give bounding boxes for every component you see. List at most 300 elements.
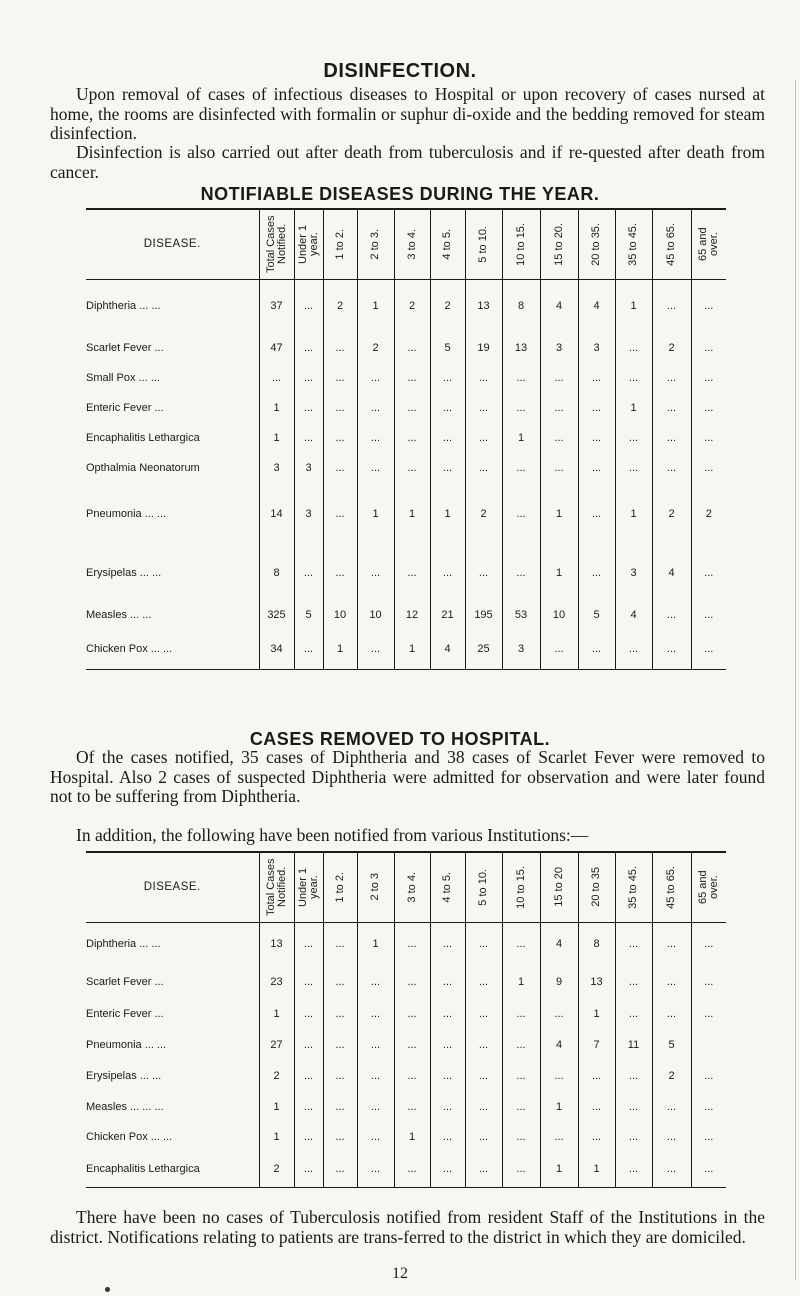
disease-name: Diphtheria ... ... — [86, 300, 161, 313]
table-row — [86, 333, 726, 363]
table-cell: 11 — [615, 1029, 652, 1060]
table-cell: 10 — [540, 600, 578, 630]
table-row — [86, 1029, 726, 1060]
table-cell: ... — [465, 393, 502, 423]
page-edge — [795, 80, 796, 1280]
table-cell: ... — [615, 423, 652, 453]
table-cell: ... — [502, 453, 540, 483]
table-cell: 1 — [540, 483, 578, 545]
table-cell: 1 — [578, 998, 615, 1029]
table-cell: ... — [323, 998, 357, 1029]
table-cell: ... — [465, 998, 502, 1029]
table-cell: 34 — [259, 630, 294, 669]
header-45-to-65: 45 to 65. — [652, 209, 691, 279]
table-cell: ... — [691, 1091, 726, 1122]
table-cell: ... — [502, 1122, 540, 1152]
table-cell: ... — [294, 922, 323, 966]
disease-name: Encaphalitis Lethargica — [86, 1152, 259, 1187]
table-cell: ... — [691, 1060, 726, 1091]
table-cell: ... — [502, 922, 540, 966]
header-20-to-35: 20 to 35. — [578, 209, 615, 279]
table-cell: 1 — [357, 279, 394, 333]
table-cell: ... — [394, 998, 430, 1029]
table-cell: ... — [465, 363, 502, 393]
table-cell: 1 — [259, 1091, 294, 1122]
header-total: Total Cases Notified. — [259, 852, 294, 922]
table-cell: 195 — [465, 600, 502, 630]
table-cell: 14 — [259, 483, 294, 545]
table-cell: 1 — [615, 279, 652, 333]
table-cell: ... — [357, 1122, 394, 1152]
header-1-to-2: 1 to 2. — [323, 209, 357, 279]
table-cell: ... — [357, 453, 394, 483]
table-cell: 13 — [465, 279, 502, 333]
table-cell: ... — [615, 453, 652, 483]
header-10-to-15: 10 to 15. — [502, 209, 540, 279]
header-total: Total Cases Notified. — [259, 209, 294, 279]
table-cell: ... — [652, 279, 691, 333]
table-cell: ... — [430, 1152, 465, 1187]
page-number: 12 — [392, 1265, 408, 1282]
table-cell: ... — [578, 453, 615, 483]
paragraph-disinfection-1: Upon removal of cases of infectious diseases to Hospital or upon recovery of cases nursed at home, the rooms are disinfected with formalin or suphur di-oxide and the bedding removed for steam disinfection. — [50, 84, 765, 143]
table-cell: ... — [430, 393, 465, 423]
table-cell: ... — [294, 393, 323, 423]
table-cell: ... — [294, 966, 323, 998]
table-cell: ... — [394, 333, 430, 363]
table-cell: 2 — [259, 1152, 294, 1187]
table-cell: 1 — [394, 630, 430, 669]
table-cell: ... — [259, 363, 294, 393]
table-cell: 27 — [259, 1029, 294, 1060]
table-cell: 1 — [394, 483, 430, 545]
table-cell: ... — [294, 1060, 323, 1091]
table-cell: ... — [323, 483, 357, 545]
table-cell: ... — [540, 998, 578, 1029]
header-3-to-4: 3 to 4. — [394, 209, 430, 279]
table-row — [86, 1152, 726, 1187]
table-cell: 5 — [294, 600, 323, 630]
table-row — [86, 279, 726, 333]
table-cell: ... — [294, 1029, 323, 1060]
table-cell: 5 — [578, 600, 615, 630]
table-row — [86, 1060, 726, 1091]
table-cell: ... — [430, 423, 465, 453]
table-cell: ... — [465, 1152, 502, 1187]
header-4-to-5: 4 to 5. — [430, 852, 465, 922]
table-cell: ... — [357, 363, 394, 393]
table-cell: 5 — [430, 333, 465, 363]
table-cell: ... — [502, 1152, 540, 1187]
table-cell: ... — [357, 393, 394, 423]
table-cell: ... — [691, 545, 726, 600]
table-cell: ... — [578, 423, 615, 453]
paragraph-removed-1: Of the cases notified, 35 cases of Diphtheria and 38 cases of Scarlet Fever were removed to Hospital. Also 2 cases of suspected Diphtheria were admitted for observation and were later found not to be suffering from Diphtheria. — [50, 747, 765, 806]
disease-name: Measles ... ... — [86, 609, 152, 621]
header-5-to-10: 5 to 10. — [465, 852, 502, 922]
table-cell: ... — [615, 1060, 652, 1091]
table-cell: ... — [394, 966, 430, 998]
table-cell: 1 — [502, 423, 540, 453]
table-cell: ... — [294, 1122, 323, 1152]
table-row — [86, 393, 726, 423]
table-cell: ... — [465, 1122, 502, 1152]
table-cell: 4 — [540, 1029, 578, 1060]
table-cell: ... — [294, 545, 323, 600]
table-cell: 1 — [540, 1152, 578, 1187]
disease-name: Scarlet Fever ... — [86, 976, 164, 988]
table-cell: ... — [357, 545, 394, 600]
table-cell: ... — [578, 630, 615, 669]
header-45-to-65: 45 to 65. — [652, 852, 691, 922]
table-cell: ... — [540, 1060, 578, 1091]
table-cell: ... — [691, 922, 726, 966]
table-cell: 3 — [294, 453, 323, 483]
table-cell: ... — [430, 1122, 465, 1152]
table-cell: 1 — [502, 966, 540, 998]
header-35-to-45: 35 to 45. — [615, 209, 652, 279]
table-cell: ... — [294, 1091, 323, 1122]
table-cell: 8 — [502, 279, 540, 333]
table-cell: ... — [615, 1152, 652, 1187]
table-cell: ... — [394, 1060, 430, 1091]
table-cell: 4 — [578, 279, 615, 333]
table-cell: ... — [323, 1060, 357, 1091]
table-cell: 10 — [357, 600, 394, 630]
table-cell: ... — [323, 423, 357, 453]
table-cell: 1 — [578, 1152, 615, 1187]
table-cell: 3 — [259, 453, 294, 483]
table-cell: ... — [323, 363, 357, 393]
header-20-to-35: 20 to 35 — [578, 852, 615, 922]
table-cell: 37 — [259, 279, 294, 333]
table-cell: ... — [294, 363, 323, 393]
table-cell: ... — [294, 279, 323, 333]
table-cell: 3 — [540, 333, 578, 363]
table-cell: ... — [394, 545, 430, 600]
table-cell: ... — [652, 393, 691, 423]
table-cell: 4 — [652, 545, 691, 600]
table-cell: ... — [691, 423, 726, 453]
table-cell: 10 — [323, 600, 357, 630]
header-4-to-5: 4 to 5. — [430, 209, 465, 279]
table-cell: 4 — [430, 630, 465, 669]
table-cell: ... — [652, 600, 691, 630]
table-cell: 13 — [502, 333, 540, 363]
header-disease: DISEASE. — [143, 881, 201, 894]
table-cell: 2 — [652, 483, 691, 545]
table-cell: ... — [394, 423, 430, 453]
table-cell: ... — [294, 998, 323, 1029]
table-cell: ... — [465, 1029, 502, 1060]
table-cell: ... — [430, 545, 465, 600]
table-cell: ... — [652, 363, 691, 393]
table-cell: ... — [394, 393, 430, 423]
disease-name: Pneumonia ... ... — [86, 508, 167, 520]
table-cell: ... — [652, 922, 691, 966]
table-cell: 3 — [502, 630, 540, 669]
table-cell: ... — [615, 1091, 652, 1122]
table-cell: ... — [691, 333, 726, 363]
table-row — [86, 966, 726, 998]
table-cell: ... — [357, 1152, 394, 1187]
table-cell: 4 — [615, 600, 652, 630]
table-cell: 53 — [502, 600, 540, 630]
header-under1: Under 1 year. — [294, 209, 323, 279]
notifiable-diseases-table — [86, 208, 726, 670]
table-cell: 19 — [465, 333, 502, 363]
disease-name: Small Pox ... ... — [86, 372, 160, 384]
disease-name: Chicken Pox ... ... — [86, 630, 259, 669]
table-cell: ... — [357, 1091, 394, 1122]
table-cell: 1 — [259, 393, 294, 423]
table-cell: 1 — [259, 423, 294, 453]
table-cell: ... — [578, 393, 615, 423]
table-cell: 21 — [430, 600, 465, 630]
table-cell: ... — [691, 630, 726, 669]
table-cell: ... — [430, 453, 465, 483]
table-row — [86, 423, 726, 453]
table-cell: 4 — [540, 922, 578, 966]
table-cell: ... — [691, 966, 726, 998]
table-cell: ... — [578, 363, 615, 393]
table-cell: 3 — [615, 545, 652, 600]
table-row — [86, 363, 726, 393]
table-cell: ... — [578, 1060, 615, 1091]
table-cell: ... — [502, 1029, 540, 1060]
table-cell: ... — [323, 545, 357, 600]
table-cell: ... — [652, 1152, 691, 1187]
table-cell: ... — [691, 393, 726, 423]
table-cell: 3 — [294, 483, 323, 545]
header-15-to-20: 15 to 20 — [540, 852, 578, 922]
table-cell: 2 — [652, 333, 691, 363]
table-cell: 1 — [357, 483, 394, 545]
table-cell: ... — [615, 998, 652, 1029]
table-cell: ... — [652, 998, 691, 1029]
table-cell: ... — [691, 1122, 726, 1152]
table-cell: ... — [323, 453, 357, 483]
table-cell: ... — [615, 922, 652, 966]
table-cell: 1 — [540, 1091, 578, 1122]
table-cell: 7 — [578, 1029, 615, 1060]
table-cell: 4 — [540, 279, 578, 333]
table-cell: ... — [323, 393, 357, 423]
table-cell: ... — [615, 363, 652, 393]
table-cell: 2 — [259, 1060, 294, 1091]
table-cell: ... — [691, 453, 726, 483]
table-cell: ... — [502, 998, 540, 1029]
table1-body — [86, 279, 726, 669]
table-cell: ... — [430, 1091, 465, 1122]
institutions-table — [86, 851, 726, 1188]
table-row — [86, 483, 726, 545]
table-cell: ... — [394, 1152, 430, 1187]
table-cell: 325 — [259, 600, 294, 630]
table-cell: ... — [323, 1029, 357, 1060]
table-cell: ... — [540, 393, 578, 423]
table-cell: ... — [502, 483, 540, 545]
table-cell: ... — [691, 600, 726, 630]
table1-title: NOTIFIABLE DISEASES DURING THE YEAR. — [200, 184, 600, 204]
table-cell: ... — [652, 453, 691, 483]
table-cell: ... — [323, 1122, 357, 1152]
table-row — [86, 545, 726, 600]
header-5-to-10: 5 to 10. — [465, 209, 502, 279]
table-cell: ... — [652, 1091, 691, 1122]
table-cell: 47 — [259, 333, 294, 363]
disease-name: Measles ... ... ... — [86, 1100, 164, 1113]
table-cell: ... — [540, 1122, 578, 1152]
header-15-to-20: 15 to 20. — [540, 209, 578, 279]
table-cell: ... — [502, 545, 540, 600]
table-cell: ... — [294, 423, 323, 453]
header-35-to-45: 35 to 45. — [615, 852, 652, 922]
table-cell: ... — [540, 453, 578, 483]
table-cell: 12 — [394, 600, 430, 630]
table-cell: 13 — [259, 922, 294, 966]
table-header-row — [86, 852, 726, 922]
header-3-to-4: 3 to 4. — [394, 852, 430, 922]
table-cell: 2 — [691, 483, 726, 545]
table-cell: ... — [502, 363, 540, 393]
disease-name: Opthalmia Neonatorum — [86, 462, 200, 474]
table-cell: ... — [357, 998, 394, 1029]
table2-body — [86, 922, 726, 1187]
table-cell: 1 — [259, 998, 294, 1029]
table-cell: ... — [691, 279, 726, 333]
table-cell: 3 — [578, 333, 615, 363]
paragraph-tuberculosis: There have been no cases of Tuberculosis notified from resident Staff of the Institutions in the district. Notifications relating to patients are trans-ferred to the district in which they are domiciled. — [50, 1207, 765, 1247]
table-cell: 2 — [357, 333, 394, 363]
table-cell: ... — [465, 545, 502, 600]
table-cell: 25 — [465, 630, 502, 669]
table-cell: ... — [578, 483, 615, 545]
table-cell: ... — [578, 1122, 615, 1152]
table-cell: ... — [394, 922, 430, 966]
table-cell: 1 — [259, 1122, 294, 1152]
table-cell: 1 — [323, 630, 357, 669]
table-cell: ... — [430, 1029, 465, 1060]
table-row — [86, 453, 726, 483]
heading-disinfection: DISINFECTION. — [323, 60, 477, 82]
table-cell: ... — [502, 393, 540, 423]
table-cell: ... — [615, 630, 652, 669]
disease-name: Erysipelas ... ... — [86, 1069, 162, 1082]
paragraph-institutions: In addition, the following have been notified from various Institutions:— — [76, 825, 589, 845]
table-cell: ... — [357, 630, 394, 669]
header-under1: Under 1 year. — [294, 852, 323, 922]
table-cell: 1 — [394, 1122, 430, 1152]
table-cell: ... — [394, 1029, 430, 1060]
disease-name: Diphtheria ... ... — [86, 938, 161, 951]
table-cell: ... — [323, 922, 357, 966]
table-cell: ... — [394, 453, 430, 483]
paragraph-disinfection-2: Disinfection is also carried out after death from tuberculosis and if re-quested after death from cancer. — [50, 142, 765, 182]
table-cell: ... — [357, 423, 394, 453]
table-row — [86, 922, 726, 966]
table-cell: ... — [323, 333, 357, 363]
table-cell: ... — [540, 363, 578, 393]
table-cell: ... — [323, 966, 357, 998]
table-row — [86, 998, 726, 1029]
disease-name: Scarlet Fever ... — [86, 342, 164, 354]
header-65-and-over: 65 and over. — [691, 852, 726, 922]
table-cell: 2 — [430, 279, 465, 333]
table-cell: ... — [652, 630, 691, 669]
table-cell: ... — [430, 922, 465, 966]
table-cell: ... — [357, 1029, 394, 1060]
table-row — [86, 600, 726, 630]
table-row — [86, 630, 726, 669]
table-row — [86, 1122, 726, 1152]
table-cell: 1 — [430, 483, 465, 545]
table-cell: ... — [652, 1122, 691, 1152]
table-cell: 1 — [357, 922, 394, 966]
table-cell: ... — [357, 1060, 394, 1091]
disease-name: Enteric Fever ... — [86, 1007, 164, 1020]
disease-name: Enteric Fever ... — [86, 402, 164, 414]
table-cell: 1 — [615, 393, 652, 423]
table-cell: ... — [502, 1091, 540, 1122]
table-cell: 2 — [394, 279, 430, 333]
header-10-to-15: 10 to 15. — [502, 852, 540, 922]
table-cell: 13 — [578, 966, 615, 998]
table-cell: ... — [502, 1060, 540, 1091]
table-cell: 1 — [540, 545, 578, 600]
table-cell: ... — [691, 1152, 726, 1187]
table-cell: 1 — [615, 483, 652, 545]
table-cell: ... — [465, 922, 502, 966]
header-disease: DISEASE. — [143, 238, 201, 251]
table-cell: ... — [323, 1152, 357, 1187]
table-cell: ... — [615, 1122, 652, 1152]
table-cell — [691, 1029, 726, 1060]
header-1-to-2: 1 to 2. — [323, 852, 357, 922]
disease-name: Pneumonia ... ... — [86, 1038, 167, 1051]
table-cell: ... — [430, 363, 465, 393]
table-cell: ... — [430, 966, 465, 998]
table-cell: 2 — [465, 483, 502, 545]
table-cell: ... — [323, 1091, 357, 1122]
table-header-row — [86, 209, 726, 279]
table-cell: ... — [578, 1091, 615, 1122]
table-cell: 8 — [578, 922, 615, 966]
table2-title: CASES REMOVED TO HOSPITAL. — [249, 729, 551, 749]
table-cell: ... — [652, 966, 691, 998]
table-cell: ... — [430, 998, 465, 1029]
table-cell: ... — [465, 1060, 502, 1091]
table-cell: 9 — [540, 966, 578, 998]
table-cell: ... — [540, 630, 578, 669]
table-cell: ... — [465, 966, 502, 998]
table-cell: ... — [465, 1091, 502, 1122]
table-cell: ... — [652, 423, 691, 453]
disease-name: Encaphalitis Lethargica — [86, 432, 200, 444]
table-cell: ... — [394, 363, 430, 393]
table-cell: 2 — [323, 279, 357, 333]
table-cell: 2 — [652, 1060, 691, 1091]
table-cell: ... — [294, 1152, 323, 1187]
table-cell: ... — [691, 363, 726, 393]
header-65-and-over: 65 and over. — [691, 209, 726, 279]
ink-dot — [105, 1287, 110, 1292]
table-cell: ... — [357, 966, 394, 998]
table-cell: ... — [394, 1091, 430, 1122]
table-cell: 23 — [259, 966, 294, 998]
header-2-to-3: 2 to 3. — [357, 209, 394, 279]
table-cell: ... — [615, 333, 652, 363]
